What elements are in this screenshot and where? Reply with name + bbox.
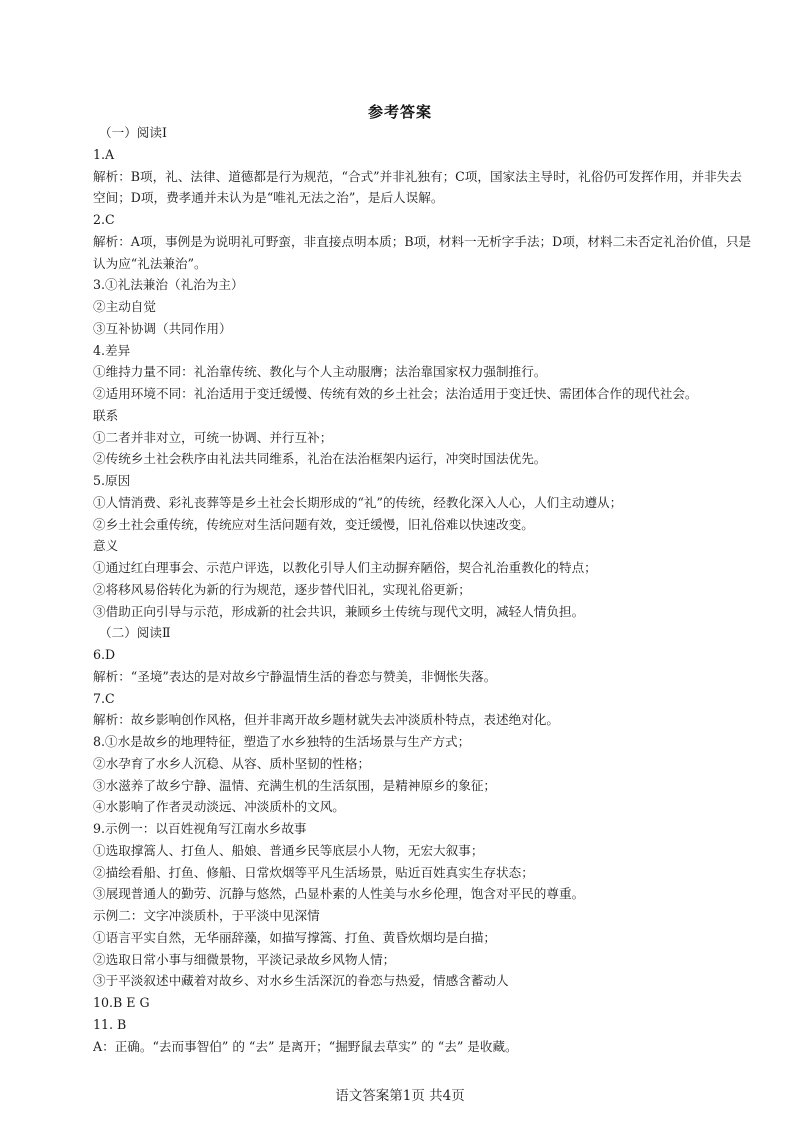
answer-line: 意义: [93, 538, 119, 554]
answer-content: [93, 122, 752, 1057]
section-heading: （二）阅读Ⅱ: [99, 625, 171, 641]
answer-line: ①选取撑篙人、打鱼人、船娘、普通乡民等底层小人物，无宏大叙事；: [93, 842, 484, 858]
page-title: 参考答案: [367, 103, 432, 121]
explanation-line: 解析：故乡影响创作风格，但并非离开故乡题材就失去冲淡质朴特点，表述绝对化。: [93, 712, 559, 728]
answer-line: 10.B E G: [93, 995, 150, 1010]
answer-line: 4.差异: [93, 342, 131, 358]
answer-line: ②主动自觉: [93, 299, 156, 314]
answer-line: ②描绘看船、打鱼、修船、日常炊烟等平凡生活场景，贴近百姓真实生存状态；: [93, 864, 534, 880]
answer-line: 2.C: [93, 212, 115, 227]
answer-line: 5.原因: [93, 473, 131, 488]
answer-line: ②水孕育了水乡人沉稳、从容、质朴坚韧的性格；: [93, 755, 371, 771]
answer-line: ②传统乡土社会秩序由礼法共同维系，礼治在法治框架内运行，冲突时国法优先。: [93, 451, 547, 467]
explanation-line: A：正确。“去而事智伯” 的 “去” 是离开；“掘野鼠去草实” 的 “去” 是收藏。: [93, 1038, 518, 1054]
answer-line: ①维持力量不同：礼治靠传统、教化与个人主动服膺；法治靠国家权力强制推行。: [93, 364, 547, 380]
answer-line: 示例二：文字冲淡质朴，于平淡中见深情: [93, 908, 320, 923]
answer-line: ①人情消费、彩礼丧葬等是乡土社会长期形成的“礼”的传统，经教化深入人心，人们主动遵从；: [93, 494, 623, 510]
answer-line: 6.D: [93, 647, 116, 662]
explanation-line: 解析：“圣境”表达的是对故乡宁静温情生活的眷恋与赞美，非惆怅失落。: [93, 668, 497, 684]
answer-line: 11. B: [93, 1016, 127, 1032]
answer-line: 7.C: [93, 690, 115, 706]
answer-line: ③于平淡叙述中藏着对故乡、对水乡生活深沉的眷恋与热爱，情感含蓄动人: [93, 973, 509, 989]
explanation-line: 解析：B项，礼、法律、道德都是行为规范，“合式”并非礼独有；C项，国家法主导时，礼俗仍可发挥作用，并非失去: [93, 168, 742, 184]
answer-line: 9.示例一：以百姓视角写江南水乡故事: [93, 821, 307, 836]
answer-line: ②将移风易俗转化为新的行为规范，逐步替代旧礼，实现礼俗更新；: [93, 581, 471, 597]
answer-line: ③展现普通人的勤劳、沉静与悠然，凸显朴素的人性美与水乡伦理，饱含对平民的尊重。: [93, 886, 585, 902]
page-footer: 语文答案第1页 共4页: [335, 1088, 465, 1104]
answer-line: ①语言平实自然，无华丽辞藻，如描写撑篙、打鱼、黄昏炊烟均是白描；: [93, 929, 496, 945]
answer-line: ②乡土社会重传统，传统应对生活问题有效，变迁缓慢，旧礼俗难以快速改变。: [93, 516, 534, 532]
answer-line: ②适用环境不同：礼治适用于变迁缓慢、传统有效的乡土社会；法治适用于变迁快、需团体合作的现代社会。: [93, 386, 698, 401]
answer-line: ①二者并非对立，可统一协调、并行互补；: [93, 429, 333, 445]
explanation-line: 空间；D项，费孝通并未认为是“唯礼无法之治”，是后人误解。: [93, 190, 444, 206]
answer-line: 8.①水是故乡的地理特征，塑造了水乡独特的生活场景与生产方式；: [93, 734, 471, 749]
answer-line: ①通过红白理事会、示范户评选，以教化引导人们主动摒弃陋俗，契合礼治重教化的特点；: [93, 560, 597, 575]
answer-line: ④水影响了作者灵动淡远、冲淡质朴的文风。: [93, 799, 345, 815]
answer-line: 3.①礼法兼治（礼治为主）: [93, 277, 244, 293]
section-heading: （一）阅读Ⅰ: [99, 125, 167, 140]
explanation-line: 认为应“礼法兼治”。: [93, 255, 207, 271]
answer-line: ③借助正向引导与示范，形成新的社会共识，兼顾乡土传统与现代文明，减轻人情负担。: [93, 603, 585, 619]
answer-line: ③水滋养了故乡宁静、温情、充满生机的生活氛围，是精神原乡的象征；: [93, 777, 496, 793]
answer-line: 联系: [93, 407, 119, 423]
answer-line: 1.A: [93, 146, 115, 162]
answer-line: ③互补协调（共同作用）: [93, 320, 232, 336]
answer-line: ②选取日常小事与细微景物，平淡记录故乡风物人情；: [93, 951, 396, 967]
explanation-line: 解析：A项，事例是为说明礼可野蛮，非直接点明本质；B项，材料一无析字手法；D项，材料二未否定礼治价值，只是: [93, 233, 752, 249]
